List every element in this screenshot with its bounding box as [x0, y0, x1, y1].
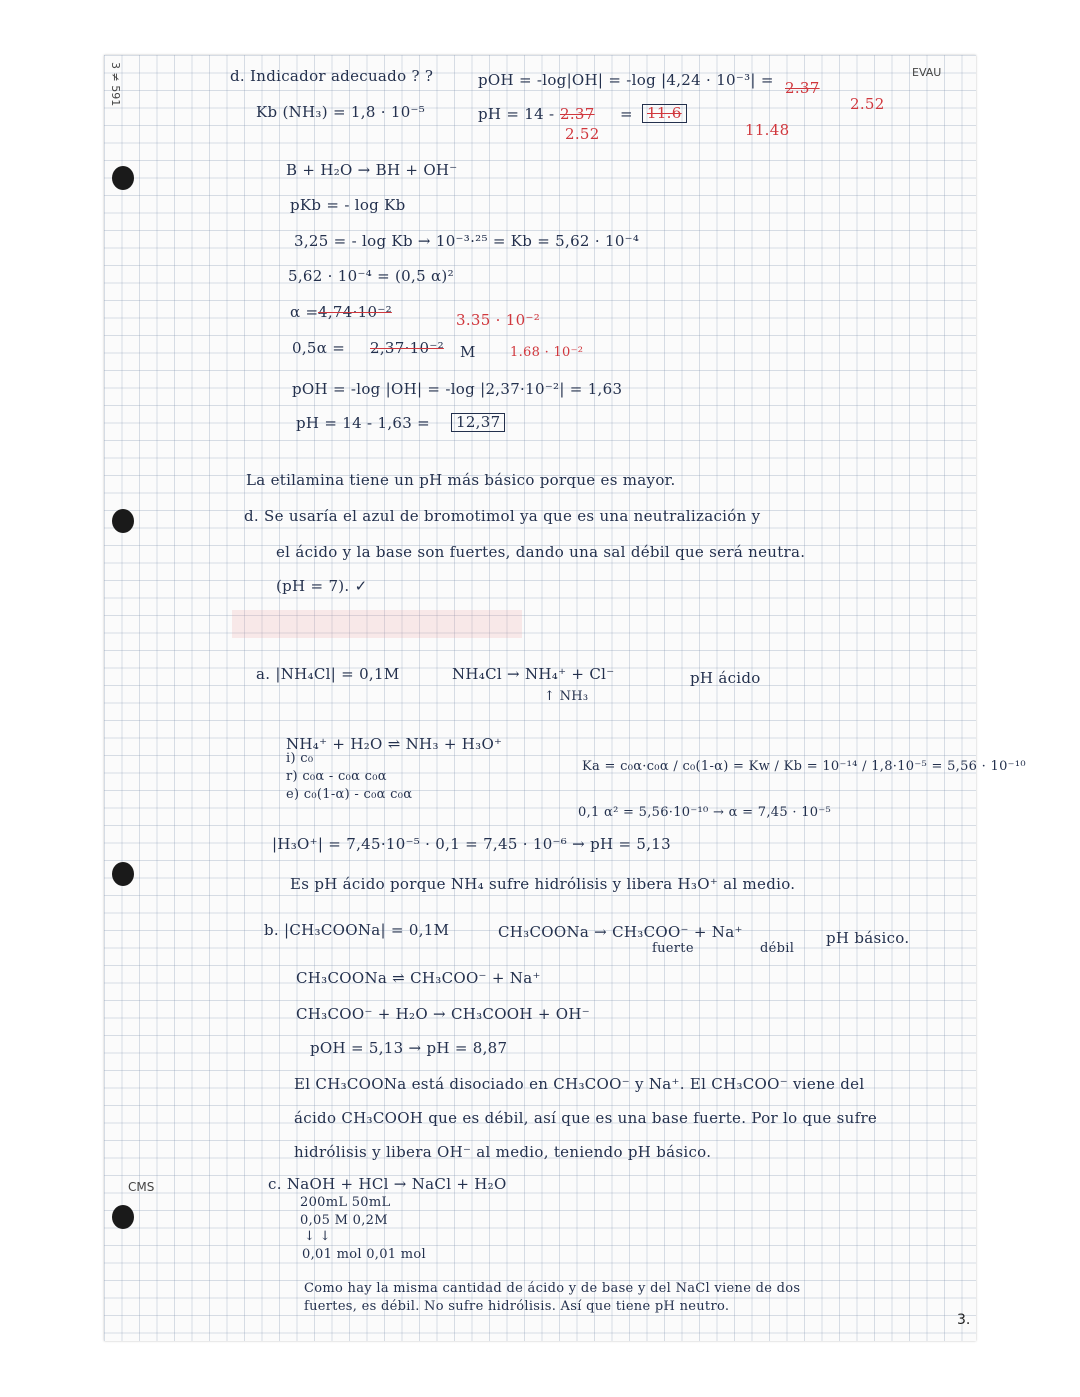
- note-line-c-mol: 0,01 mol 0,01 mol: [302, 1247, 427, 1262]
- note-line-a-diss: NH₄Cl → NH₄⁺ + Cl⁻: [452, 665, 615, 683]
- note-line-a-r: r) c₀α - c₀α c₀α: [286, 769, 387, 784]
- corner-note-top-right: EVAU: [912, 66, 942, 79]
- note-line-ph-top-box: 11.6: [642, 104, 687, 123]
- note-line-ph-mid: pH = 14 - 1,63 =: [296, 414, 431, 432]
- note-line-b-title: b. |CH₃COONa| = 0,1M: [264, 921, 450, 939]
- corner-note-top-left: 3 ≠ 591: [109, 62, 122, 107]
- note-line-etilamina: La etilamina tiene un pH más básico porque es mayor.: [246, 471, 676, 489]
- note-line-alpha-label: α =: [290, 303, 319, 321]
- note-line-a-expl: Es pH ácido porque NH₄ sufre hidrólisis y libera H₃O⁺ al medio.: [290, 875, 796, 893]
- note-line-c-c1: 0,05 M 0,2M: [300, 1213, 388, 1228]
- note-line-a-alpha: 0,1 α² = 5,56·10⁻¹⁰ → α = 7,45 · 10⁻⁵: [578, 805, 832, 820]
- note-line-b-eq1: CH₃COONa ⇌ CH₃COO⁻ + Na⁺: [296, 969, 541, 987]
- binder-hole: [112, 509, 134, 533]
- note-line-ph-top: pH = 14 -: [478, 105, 555, 123]
- note-line-c-v1: 200mL 50mL: [300, 1195, 391, 1210]
- note-line-d-answer2: el ácido y la base son fuertes, dando una sal débil que será neutra.: [276, 543, 806, 561]
- note-line-half-alpha-strike: 2,37·10⁻²: [370, 339, 444, 357]
- note-line-kb-nh3: Kb (NH₃) = 1,8 · 10⁻⁵: [256, 103, 426, 121]
- note-line-b-expl1: El CH₃COONa está disociado en CH₃COO⁻ y Na⁺. El CH₃COO⁻ viene del: [294, 1075, 865, 1093]
- note-line-c-expl2: fuertes, es débil. No sufre hidrólisis. Así que tiene pH neutro.: [304, 1299, 730, 1314]
- note-line-ph-top-strike: 2.37: [560, 105, 595, 123]
- note-line-poh-mid: pOH = -log |OH| = -log |2,37·10⁻²| = 1,63: [292, 380, 623, 398]
- note-line-b-poh: pOH = 5,13 → pH = 8,87: [310, 1039, 508, 1057]
- note-line-poh-top-strike: 2.37: [785, 79, 820, 97]
- note-line-a-eq: NH₄⁺ + H₂O ⇌ NH₃ + H₃O⁺: [286, 735, 503, 753]
- note-line-b-expl2: ácido CH₃COOH que es débil, así que es una base fuerte. Por lo que sufre: [294, 1109, 878, 1127]
- note-line-b-fuerte: fuerte: [652, 941, 694, 956]
- note-line-indicador: d. Indicador adecuado ? ?: [230, 67, 434, 85]
- note-line-b-diss: CH₃COONa → CH₃COO⁻ + Na⁺: [498, 923, 743, 941]
- note-line-b-basico: pH básico.: [826, 929, 910, 947]
- note-line-d-answer1: d. Se usaría el azul de bromotimol ya que es una neutralización y: [244, 507, 761, 525]
- note-line-a-e: e) c₀(1-α) - c₀α c₀α: [286, 787, 413, 802]
- note-line-ph-mid-box: 12,37: [451, 413, 505, 432]
- note-line-c-expl1: Como hay la misma cantidad de ácido y de base y del NaCl viene de dos: [304, 1281, 801, 1296]
- faded-offprint: [232, 610, 522, 638]
- note-line-a-nh3: ↑ NH₃: [544, 689, 589, 704]
- note-line-ph-top-eq: =: [620, 105, 633, 123]
- margin-note-left: CMS: [128, 1180, 155, 1194]
- note-line-alpha-red: 3.35 · 10⁻²: [456, 311, 541, 329]
- note-line-half-alpha-m: M: [460, 343, 476, 361]
- note-line-alpha-eq: 5,62 · 10⁻⁴ = (0,5 α)²: [288, 267, 454, 285]
- note-line-a-i: i) c₀: [286, 751, 314, 766]
- note-line-half-alpha-red: 1.68 · 10⁻²: [510, 345, 584, 360]
- note-line-d-answer3: (pH = 7). ✓: [276, 577, 368, 595]
- note-line-b-eq2: CH₃COO⁻ + H₂O → CH₃COOH + OH⁻: [296, 1005, 590, 1023]
- binder-hole: [112, 862, 134, 886]
- note-line-a-acid: pH ácido: [690, 669, 761, 687]
- note-line-b-expl3: hidrólisis y libera OH⁻ al medio, teniendo pH básico.: [294, 1143, 712, 1161]
- note-line-pkb-val: 3,25 = - log Kb → 10⁻³·²⁵ = Kb = 5,62 · 10⁻⁴: [294, 232, 640, 250]
- note-line-reaction-b: B + H₂O → BH + OH⁻: [286, 161, 458, 179]
- note-line-c-eq: c. NaOH + HCl → NaCl + H₂O: [268, 1175, 507, 1193]
- note-line-a-h3o: |H₃O⁺| = 7,45·10⁻⁵ · 0,1 = 7,45 · 10⁻⁶ → pH = 5,13: [272, 835, 671, 853]
- note-line-pkb: pKb = - log Kb: [290, 196, 406, 214]
- note-line-alpha-strike: 4,74·10⁻²: [318, 303, 392, 321]
- note-line-ph-top-red2: 11.48: [745, 121, 790, 139]
- note-line-a-ka: Ka = c₀α·c₀α / c₀(1-α) = Kw / Kb = 10⁻¹⁴ / 1,8·10⁻⁵ = 5,56 · 10⁻¹⁰: [582, 759, 1026, 774]
- note-line-poh-top: pOH = -log|OH| = -log |4,24 · 10⁻³| =: [478, 71, 774, 89]
- note-line-poh-top-red: 2.52: [850, 95, 885, 113]
- binder-hole: [112, 166, 134, 190]
- note-line-half-alpha: 0,5α =: [292, 339, 346, 357]
- note-line-ph-top-red1: 2.52: [565, 125, 600, 143]
- note-line-c-arr: ↓ ↓: [304, 1229, 331, 1244]
- page-number: 3.: [957, 1312, 971, 1328]
- note-line-b-debil: débil: [760, 941, 795, 956]
- note-line-a-title: a. |NH₄Cl| = 0,1M: [256, 665, 400, 683]
- binder-hole: [112, 1205, 134, 1229]
